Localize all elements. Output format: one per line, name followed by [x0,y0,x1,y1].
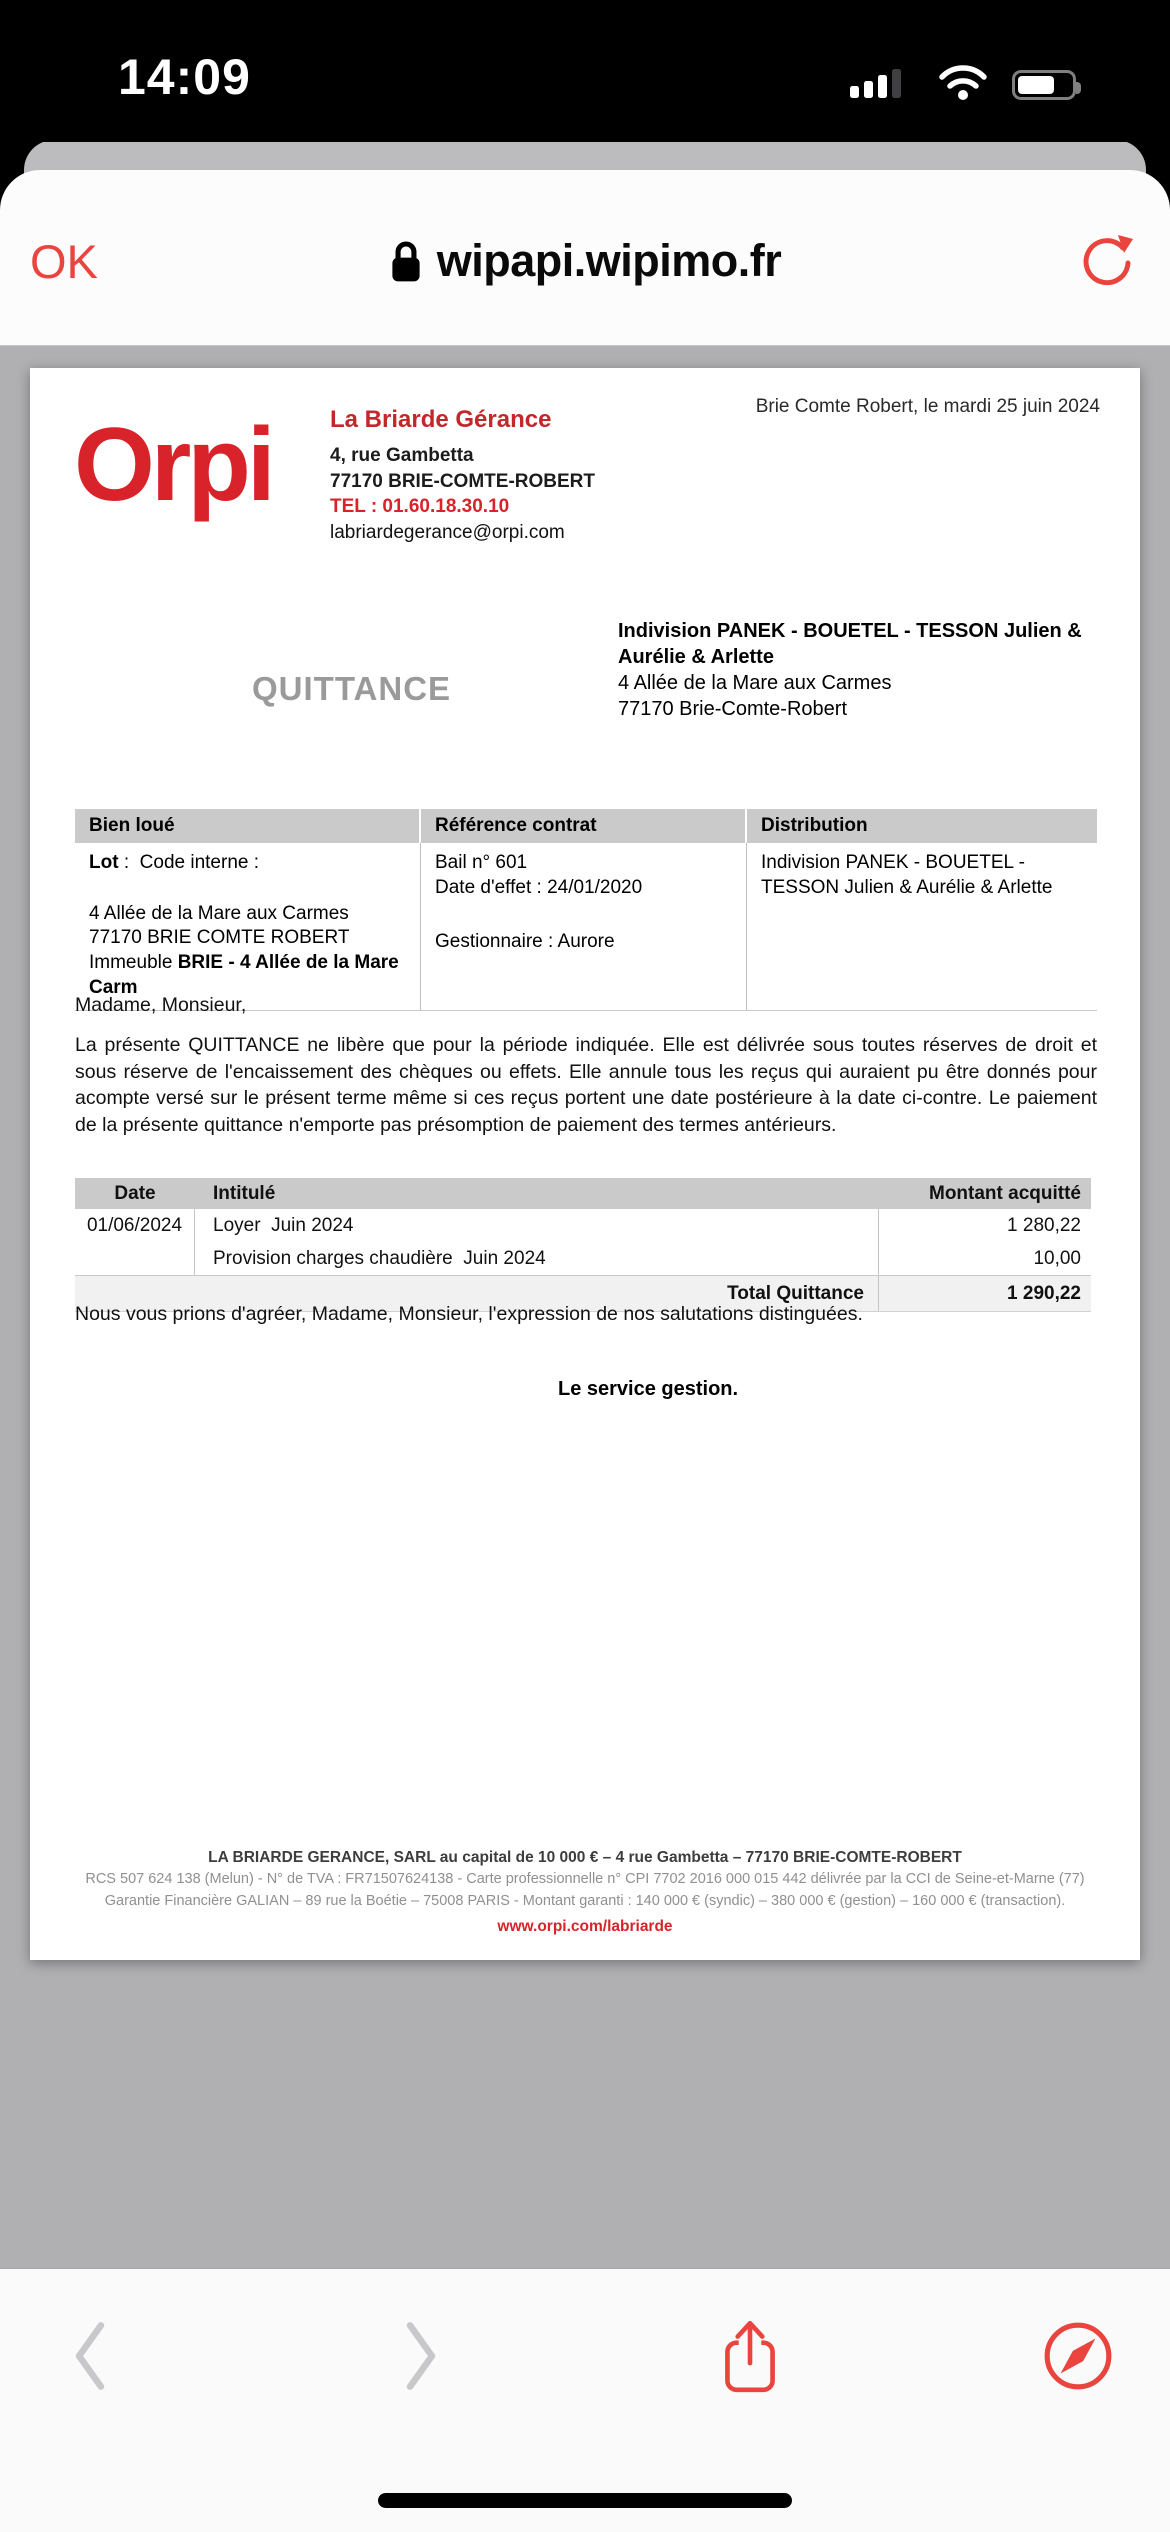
wifi-icon [938,64,988,102]
header-date: Date [114,1182,156,1204]
row-amount: 10,00 [1033,1247,1081,1269]
footer-website-link[interactable]: www.orpi.com/labriarde [497,1917,673,1935]
battery-icon [1012,70,1076,100]
table-row [75,1242,1091,1275]
immeuble-name: BRIE - 4 Allée de la Mare Carm [89,952,399,998]
body-paragraph: La présente QUITTANCE ne libère que pour la période indiquée. Elle est délivrée sous toutes réserves de droit et sous réserve de l'encaissement des chèques ou effets. Elle annule tous les reçus qui auraient pu être donnés pour acompte versé sur le présent terme même si ces reçus portent une date postérieure à la date ci-contre. Le paiement de la présente quittance n'emporte pas présomption de paiement des termes antérieurs. [75,1034,1097,1137]
document-title: QUITTANCE [252,670,452,707]
amounts-table [75,1178,1091,1312]
agency-address-line1: 4, rue Gambetta [330,445,474,467]
signature: Le service gestion. [558,1378,739,1400]
property-address-line2: 77170 BRIE COMTE ROBERT [89,927,350,949]
agency-block [330,404,595,545]
property-table-header [75,809,1097,843]
row-label: Loyer Juin 2024 [195,1209,879,1242]
safari-compass-icon [1041,2319,1115,2393]
browser-toolbar [0,170,1170,346]
cell-bien-loue [75,843,421,1010]
agency-email: labriardegerance@orpi.com [330,521,565,543]
lock-icon [389,238,423,284]
open-in-safari-button[interactable] [1038,2316,1118,2396]
total-label: Total Quittance [75,1276,879,1311]
cell-distribution: Indivision PANEK - BOUETEL - TESSON Julien & Aurélie & Arlette [761,852,1053,898]
immeuble-prefix: Immeuble [89,952,178,974]
clock: 14:09 [118,49,251,105]
document-footer [30,1846,1140,1938]
recipient-address-line1: 4 Allée de la Mare aux Carmes [618,672,892,694]
lot-label: Lot [89,852,119,873]
bail-number: Bail n° 601 [435,852,528,873]
quittance-document-page [30,368,1140,1960]
header-distribution: Distribution [761,815,868,836]
footer-line3: Garantie Financière GALIAN – 89 rue la Boétie – 75008 PARIS - Montant garanti : 140 000 € (syndic) – 380 000 € (gestion) – 160 000 € (transaction). [104,1893,1066,1909]
cell-reference-contrat [421,843,747,1010]
share-icon [717,2316,783,2396]
header-montant: Montant acquitté [929,1182,1081,1204]
property-address-line1: 4 Allée de la Mare aux Carmes [89,902,349,924]
url-text: wipapi.wipimo.fr [436,235,782,286]
row-amount: 1 280,22 [1007,1214,1081,1236]
row-date: 01/06/2024 [75,1209,195,1242]
lot-value: : Code interne : [118,852,260,873]
salutation: Madame, Monsieur, [75,994,247,1016]
header-intitule: Intitulé [213,1182,276,1204]
agency-address-line2: 77170 BRIE-COMTE-ROBERT [330,470,595,492]
closing-line: Nous vous prions d'agréer, Madame, Monsieur, l'expression de nos salutations distinguées. [75,1303,863,1325]
home-indicator[interactable] [378,2493,792,2508]
document-dateline: Brie Comte Robert, le mardi 25 juin 2024 [755,396,1100,417]
chevron-left-icon [70,2321,110,2391]
status-bar [0,0,1170,142]
share-button[interactable] [710,2316,790,2396]
property-table [75,809,1097,1011]
signal-strength-icon [850,69,904,98]
back-button[interactable] [50,2316,130,2396]
footer-line2: RCS 507 624 138 (Melun) - N° de TVA : FR71507624138 - Carte professionnelle n° CPI 7702 2016 000 015 442 délivrée par la CCI de Seine-et-Marne (77) [85,1871,1085,1888]
row-date [75,1242,195,1275]
recipient-address-line2: 77170 Brie-Comte-Robert [618,698,847,720]
amounts-table-header [75,1178,1091,1209]
recipient-name: Indivision PANEK - BOUETEL - TESSON Julien & Aurélie & Arlette [618,620,1082,668]
property-table-body [75,843,1097,1011]
total-amount: 1 290,22 [1007,1282,1081,1304]
orpi-logo: Orpi [74,407,272,523]
gestionnaire: Gestionnaire : Aurore [435,931,615,953]
recipient-block [618,618,1098,722]
date-effet: Date d'effet : 24/01/2020 [435,876,643,898]
header-reference-contrat: Référence contrat [421,809,747,843]
row-label: Provision charges chaudière Juin 2024 [195,1242,879,1275]
reload-button[interactable] [1080,233,1136,289]
chevron-right-icon [401,2321,441,2391]
address-bar[interactable] [0,235,1170,287]
header-bien-loue: Bien loué [75,809,421,843]
footer-line1: LA BRIARDE GERANCE, SARL au capital de 10 000 € – 4 rue Gambetta – 77170 BRIE-COMTE-ROBERT [208,1849,962,1866]
table-row [75,1209,1091,1242]
agency-name: La Briarde Gérance [330,406,552,433]
ok-button[interactable]: OK [30,234,98,288]
agency-phone: TEL : 01.60.18.30.10 [330,496,510,518]
forward-button[interactable] [381,2316,461,2396]
